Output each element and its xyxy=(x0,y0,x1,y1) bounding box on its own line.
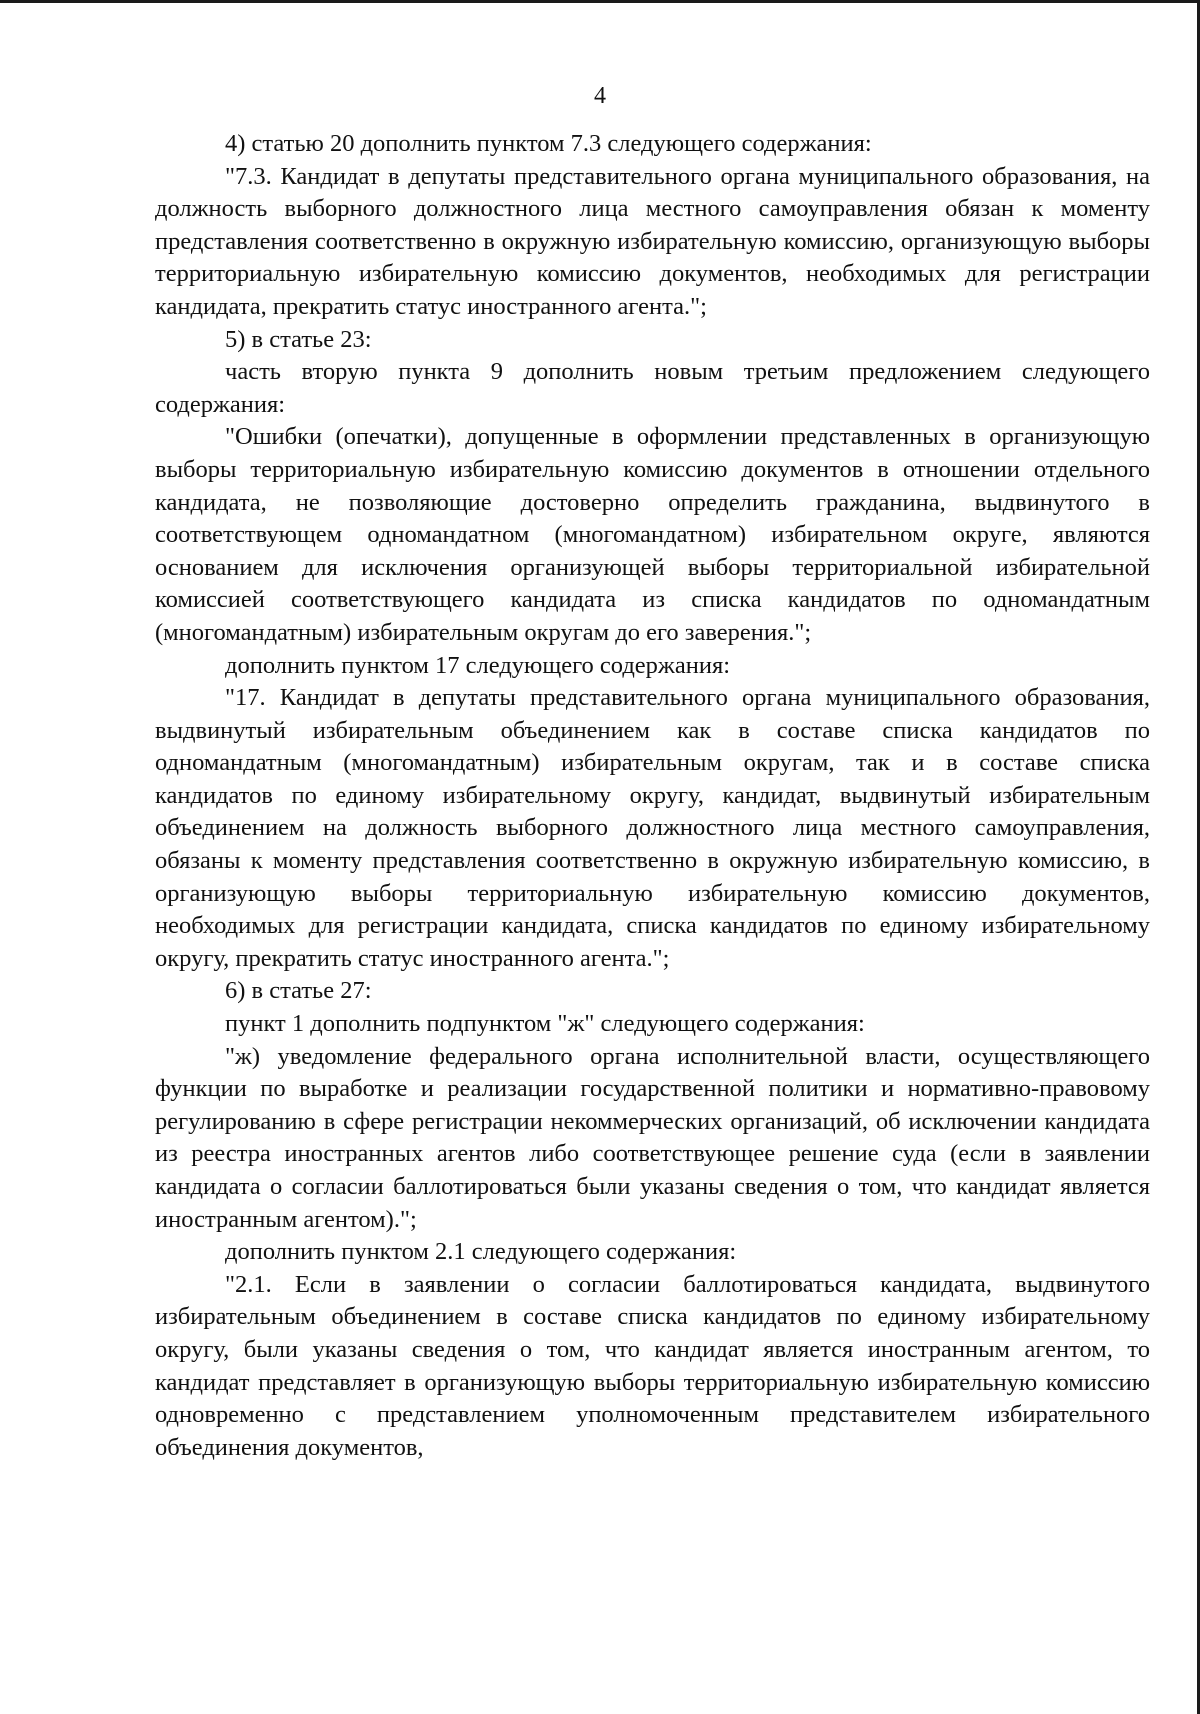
paragraph-point-2-1: "2.1. Если в заявлении о согласии баллотироваться кандидата, выдвинутого избирательным объединением в составе списка кандидатов по единому избирательному округу, были указаны сведения о том, что кандидат является иностранным агентом, то кандидат представляет в организующую выборы территориальную избирательную комиссию одновременно с представлением уполномоченным представителем избирательного объединения документов, xyxy=(155,1270,1150,1461)
paragraph-subpoint-zh-amendment: пункт 1 дополнить подпунктом "ж" следующего содержания: xyxy=(225,1010,865,1038)
paragraph-point-9-amendment: часть вторую пункта 9 дополнить новым третьим предложением следующего содержания: xyxy=(155,358,1150,418)
paragraph-article-23: 5) в статье 23: xyxy=(225,325,372,353)
page-number: 4 xyxy=(594,83,606,109)
paragraph-subpoint-zh: "ж) уведомление федерального органа исполнительной власти, осуществляющего функции по выработке и реализации государственной политики и нормативно-правовому регулированию в сфере регистрации некоммерческих организаций, об исключении кандидата из реестра иностранных агентов либо соответствующее решение суда (если в заявлении кандидата о согласии баллотироваться были указаны сведения о том, что кандидат является иностранным агентом)."; xyxy=(155,1042,1150,1233)
paragraph-errors-quote: "Ошибки (опечатки), допущенные в оформлении представленных в организующую выборы территориальную избирательную комиссию документов в отношении отдельного кандидата, не позволяющие достоверно определить гражданина, выдвинутого в соответствующем одномандатном (многомандатном) избирательном округе, являются основанием для исключения организующей выборы территориальной избирательной комиссией соответствующего кандидата из списка кандидатов по одномандатным (многомандатным) избирательным округам до его заверения."; xyxy=(155,423,1150,646)
paragraph-point-7-3: "7.3. Кандидат в депутаты представительного органа муниципального образования, на должность выборного должностного лица местного самоуправления обязан к моменту представления соответственно в окружную избирательную комиссию, организующую выборы территориальную избирательную комиссию документов, необходимых для регистрации кандидата, прекратить статус иностранного агента."; xyxy=(155,162,1150,320)
paragraph-point-17: "17. Кандидат в депутаты представительного органа муниципального образования, выдвинутый избирательным объединением как в составе списка кандидатов по одномандатным (многомандатным) избирательным округам, так и в составе списка кандидатов по единому избирательному округу, кандидат, выдвинутый избирательным объединением на должность выборного должностного лица местного самоуправления, обязаны к моменту представления соответственно в окружную избирательную комиссию, в организующую выборы территориальную избирательную комиссию документов, необходимых для регистрации кандидата, списка кандидатов по единому избирательному округу, прекратить статус иностранного агента."; xyxy=(155,684,1150,972)
paragraph-add-point-2-1: дополнить пунктом 2.1 следующего содержания: xyxy=(225,1238,737,1266)
paragraph-article-27: 6) в статье 27: xyxy=(225,977,372,1005)
document-body xyxy=(155,128,1150,1464)
paragraph-add-point-17: дополнить пунктом 17 следующего содержания: xyxy=(225,651,731,679)
paragraph-article-20: 4) статью 20 дополнить пунктом 7.3 следующего содержания: xyxy=(225,130,872,157)
